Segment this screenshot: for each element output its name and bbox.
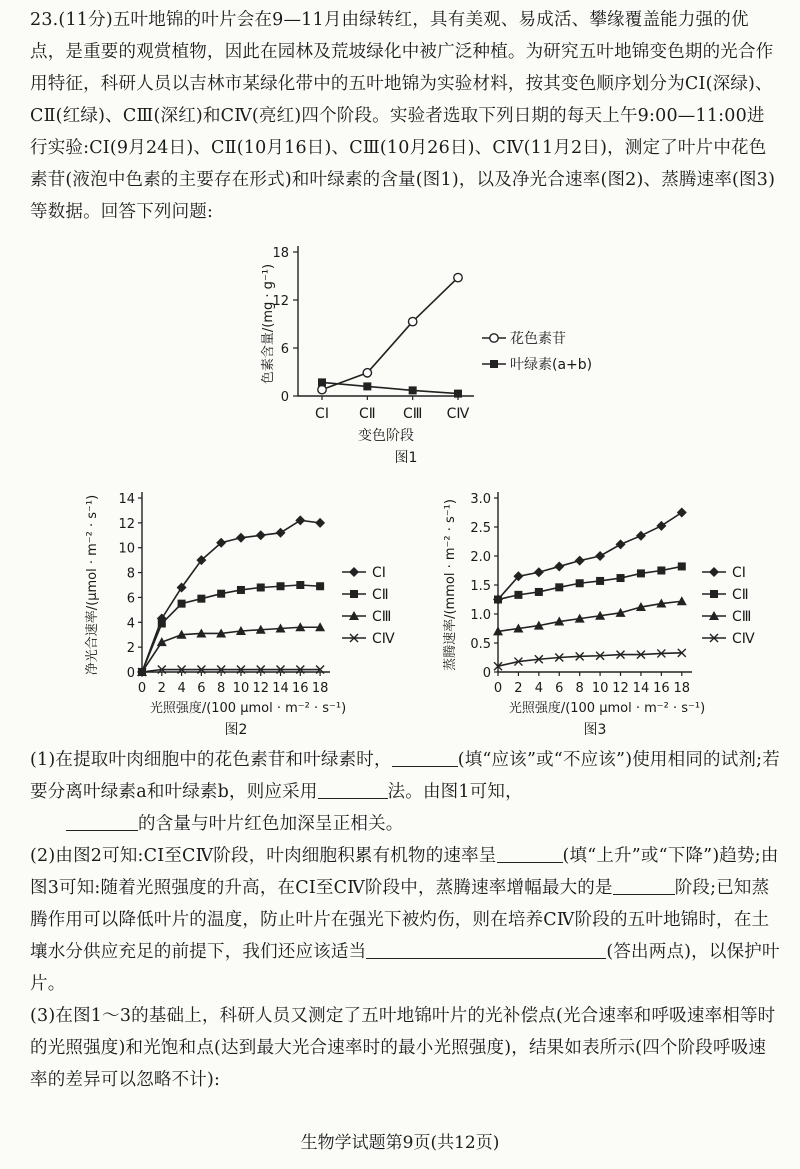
fig3-point-0-6 bbox=[616, 539, 626, 549]
fig1-legend-label-0: 花色素苷 bbox=[510, 331, 566, 347]
fig1-legend-label-1: 叶绿素(a+b) bbox=[510, 357, 593, 373]
fig3-legend-label-2: CⅢ bbox=[732, 609, 752, 625]
q1-text-c: 法。由图1可知， bbox=[387, 782, 523, 802]
fig2-xlabel: 光照强度/(100 μmol · m⁻² · s⁻¹) bbox=[149, 701, 347, 716]
fig2-xtick-label: 12 bbox=[252, 681, 270, 696]
fig3-ytick-label: 3.0 bbox=[470, 492, 491, 507]
fig3-legend-marker-1 bbox=[710, 590, 718, 598]
fig2-point-1-5 bbox=[237, 586, 245, 594]
fig1-xtick-label: CⅡ bbox=[358, 406, 376, 422]
fig3-point-0-8 bbox=[656, 521, 666, 531]
question-2 bbox=[30, 840, 780, 1000]
fig3-point-1-8 bbox=[657, 567, 665, 575]
fig1-point-1-3 bbox=[454, 390, 462, 398]
fig1-series-line-0 bbox=[322, 278, 458, 390]
question-1 bbox=[30, 744, 780, 840]
fig3-point-1-7 bbox=[637, 569, 645, 577]
fig1-series-line-1 bbox=[322, 382, 458, 393]
fig1-xtick-label: CⅢ bbox=[402, 406, 423, 422]
fig3-point-1-2 bbox=[535, 588, 543, 596]
fig3-point-1-4 bbox=[576, 579, 584, 587]
fig3-xtick-label: 14 bbox=[632, 681, 650, 696]
fig3-ylabel: 蒸腾速率/(mmol · m⁻² · s⁻¹) bbox=[443, 499, 458, 671]
fig3-ytick-label: 0 bbox=[482, 666, 491, 681]
fig3-point-1-0 bbox=[494, 596, 502, 604]
fig3-xtick-label: 12 bbox=[612, 681, 629, 696]
fig2-ytick-label: 10 bbox=[118, 541, 135, 557]
fig1-point-0-2 bbox=[408, 317, 416, 325]
fig2-xtick-label: 2 bbox=[157, 681, 166, 696]
fig2-point-0-6 bbox=[256, 530, 266, 540]
fig3-legend-label-3: CⅣ bbox=[732, 631, 755, 647]
fig1-legend-marker-0 bbox=[490, 334, 498, 342]
question-intro: 23.(11分)五叶地锦的叶片会在9—11月由绿转红，具有美观、易成活、攀缘覆盖能力强的优点，是重要的观赏植物，因此在园林及荒坡绿化中被广泛种植。为研究五叶地锦变色期的光合作用特征，科研人员以吉林市某绿化带中的五叶地锦为实验材料，按其变色顺序划分为CⅠ(深绿)、CⅡ(红绿)、CⅢ(深红)和CⅣ(亮红)四个阶段。实验者选取下列日期的每天上午9:00—11:00进行实验:CⅠ(9月24日)、CⅡ(10月16日)、CⅢ(10月26日)、CⅣ(11月2日)，测定了叶片中花色素苷(液泡中色素的主要存在形式)和叶绿素的含量(图1)，以及净光合速率(图2)、蒸腾速率(图3)等数据。回答下列问题: bbox=[30, 10, 776, 222]
fig3-xtick-label: 0 bbox=[493, 681, 503, 696]
fig2-xtick-label: 10 bbox=[232, 681, 250, 696]
fig2-series-line-0 bbox=[142, 520, 320, 672]
fig3-caption: 图3 bbox=[583, 722, 607, 738]
fig2-point-1-2 bbox=[178, 600, 186, 608]
fig2-ytick-label: 6 bbox=[126, 591, 135, 607]
fig3-xtick-label: 10 bbox=[591, 681, 609, 696]
fig2-ytick-label: 12 bbox=[118, 516, 135, 532]
fig3-series-line-2 bbox=[498, 601, 682, 631]
fig3-ytick-label: 2.5 bbox=[470, 521, 491, 536]
fig2-caption: 图2 bbox=[224, 722, 248, 738]
question-3: (3)在图1～3的基础上，科研人员又测定了五叶地锦叶片的光补偿点(光合速率和呼吸速率相等时的光照强度)和光饱和点(达到最大光合速率时的最小光照强度)，结果如表所示(四个阶段呼吸速率的差异可以忽略不计): bbox=[30, 1006, 776, 1090]
figure-3-chart bbox=[440, 480, 780, 752]
fig2-point-1-6 bbox=[257, 583, 265, 591]
fig3-xtick-label: 8 bbox=[575, 681, 584, 696]
fig3-xtick-label: 18 bbox=[673, 681, 691, 696]
fig3-xtick-label: 2 bbox=[514, 681, 523, 696]
fig2-point-1-4 bbox=[217, 590, 225, 598]
fig2-ytick-label: 14 bbox=[118, 492, 135, 507]
figure-2-chart bbox=[82, 480, 412, 752]
fig2-point-1-7 bbox=[277, 582, 285, 590]
fig1-point-1-2 bbox=[409, 386, 417, 394]
fig1-xlabel: 变色阶段 bbox=[358, 428, 414, 444]
fig2-point-0-5 bbox=[236, 533, 246, 543]
fig2-point-1-3 bbox=[197, 595, 205, 603]
figure-1-chart bbox=[250, 236, 610, 468]
fig2-ytick-label: 8 bbox=[126, 566, 135, 582]
fig2-xtick-label: 6 bbox=[197, 681, 206, 696]
fig3-ytick-label: 1.5 bbox=[470, 579, 491, 594]
fig3-point-1-9 bbox=[678, 562, 686, 570]
fig2-point-1-1 bbox=[158, 620, 166, 628]
fig1-caption: 图1 bbox=[394, 450, 418, 466]
fig2-xtick-label: 4 bbox=[177, 681, 186, 696]
q1-text-a: (1)在提取叶肉细胞中的花色素苷和叶绿素时， bbox=[30, 750, 392, 770]
fig2-ytick-label: 0 bbox=[126, 666, 135, 681]
fig2-point-0-8 bbox=[295, 515, 305, 525]
fig2-series-line-1 bbox=[142, 585, 320, 672]
fig3-point-0-2 bbox=[534, 567, 544, 577]
fig3-point-1-6 bbox=[617, 574, 625, 582]
fig2-xtick-label: 8 bbox=[217, 681, 226, 696]
fig2-point-1-9 bbox=[316, 582, 324, 590]
fig2-xtick-label: 14 bbox=[272, 681, 289, 696]
q1-blank-3[interactable] bbox=[66, 810, 138, 831]
fig3-series-line-1 bbox=[498, 566, 682, 599]
fig2-legend-marker-1 bbox=[350, 590, 358, 598]
q2-text-d: (答出两点)，以保护叶片。 bbox=[30, 942, 780, 994]
fig3-point-0-9 bbox=[677, 508, 687, 518]
fig2-xtick-label: 18 bbox=[311, 681, 329, 696]
fig1-point-1-0 bbox=[318, 378, 326, 386]
fig2-legend-label-0: CⅠ bbox=[372, 565, 386, 581]
fig3-series-line-3 bbox=[498, 653, 682, 666]
fig1-ytick-label: 12 bbox=[272, 294, 289, 309]
q2-blank-3[interactable] bbox=[366, 938, 606, 959]
q1-text-b: (填“应该”或“不应该”)使用相同的试剂;若要分离叶绿素a和叶绿素b，则应采用 bbox=[30, 750, 780, 802]
fig3-point-0-7 bbox=[636, 531, 646, 541]
q2-text-b: (填“上升”或“下降”)趋势;由图3可知:随着光照强度的升高，在CⅠ至CⅣ阶段中，蒸腾速率增幅最大的是 bbox=[30, 846, 779, 898]
fig3-point-0-5 bbox=[595, 551, 605, 561]
fig1-legend-marker-1 bbox=[490, 360, 498, 368]
page-footer: 生物学试题第9页(共12页) bbox=[300, 1133, 500, 1153]
fig1-xtick-label: CⅣ bbox=[446, 406, 470, 422]
fig1-axes bbox=[298, 246, 474, 396]
q1-blank-1[interactable] bbox=[392, 746, 458, 767]
q2-text-a: (2)由图2可知:CⅠ至CⅣ阶段，叶肉细胞积累有机物的速率呈 bbox=[30, 846, 497, 866]
fig3-point-0-4 bbox=[575, 556, 585, 566]
fig2-legend-marker-0 bbox=[349, 567, 359, 577]
fig3-series-line-0 bbox=[498, 513, 682, 600]
fig2-point-1-8 bbox=[296, 581, 304, 589]
fig3-xtick-label: 4 bbox=[534, 681, 543, 696]
fig3-point-1-1 bbox=[514, 591, 522, 599]
fig1-point-0-0 bbox=[318, 385, 326, 393]
fig3-ytick-label: 0.5 bbox=[470, 637, 491, 652]
fig2-ytick-label: 2 bbox=[126, 641, 135, 657]
fig1-ytick-label: 18 bbox=[272, 246, 289, 261]
fig1-ytick-label: 6 bbox=[280, 342, 289, 357]
fig3-xtick-label: 6 bbox=[555, 681, 564, 696]
fig3-point-1-5 bbox=[596, 577, 604, 585]
fig1-xtick-label: CⅠ bbox=[315, 406, 329, 422]
fig3-point-1-3 bbox=[555, 583, 563, 591]
fig2-legend-label-3: CⅣ bbox=[372, 631, 395, 647]
fig1-ylabel: 色素含量/(mg · g⁻¹) bbox=[261, 263, 276, 385]
fig3-legend-label-1: CⅡ bbox=[732, 587, 749, 603]
fig2-point-0-9 bbox=[315, 518, 325, 528]
q1-text-d: 的含量与叶片红色加深呈正相关。 bbox=[138, 814, 404, 834]
fig2-series-line-2 bbox=[142, 627, 320, 672]
fig1-ytick-label: 0 bbox=[280, 390, 289, 405]
q2-text-c: 阶段;已知蒸腾作用可以降低叶片的温度，防止叶片在强光下被灼伤，则在培养CⅣ阶段的五叶地锦时，在土壤水分供应充足的前提下，我们还应该适当 bbox=[30, 878, 770, 962]
fig2-xtick-label: 16 bbox=[292, 681, 309, 696]
fig3-xtick-label: 16 bbox=[653, 681, 670, 696]
q2-blank-2[interactable] bbox=[613, 874, 675, 895]
fig1-point-0-1 bbox=[363, 369, 371, 377]
fig2-legend-label-2: CⅢ bbox=[372, 609, 392, 625]
fig1-point-1-1 bbox=[363, 382, 371, 390]
q1-blank-2[interactable] bbox=[318, 778, 388, 799]
fig3-legend-marker-0 bbox=[709, 567, 719, 577]
fig3-xlabel: 光照强度/(100 μmol · m⁻² · s⁻¹) bbox=[508, 701, 706, 716]
fig2-ylabel: 净光合速率/(μmol · m⁻² · s⁻¹) bbox=[85, 494, 100, 676]
fig2-legend-label-1: CⅡ bbox=[372, 587, 389, 603]
fig2-xtick-label: 0 bbox=[137, 681, 147, 696]
fig3-ytick-label: 1.0 bbox=[470, 608, 491, 623]
fig1-point-0-3 bbox=[454, 273, 462, 281]
fig2-point-0-7 bbox=[276, 528, 286, 538]
fig3-point-0-3 bbox=[554, 561, 564, 571]
fig2-ytick-label: 4 bbox=[126, 616, 135, 632]
fig3-legend-label-0: CⅠ bbox=[732, 565, 746, 581]
fig3-point-2-9 bbox=[677, 596, 687, 605]
q2-blank-1[interactable] bbox=[497, 842, 563, 863]
fig3-ytick-label: 2.0 bbox=[470, 550, 491, 565]
